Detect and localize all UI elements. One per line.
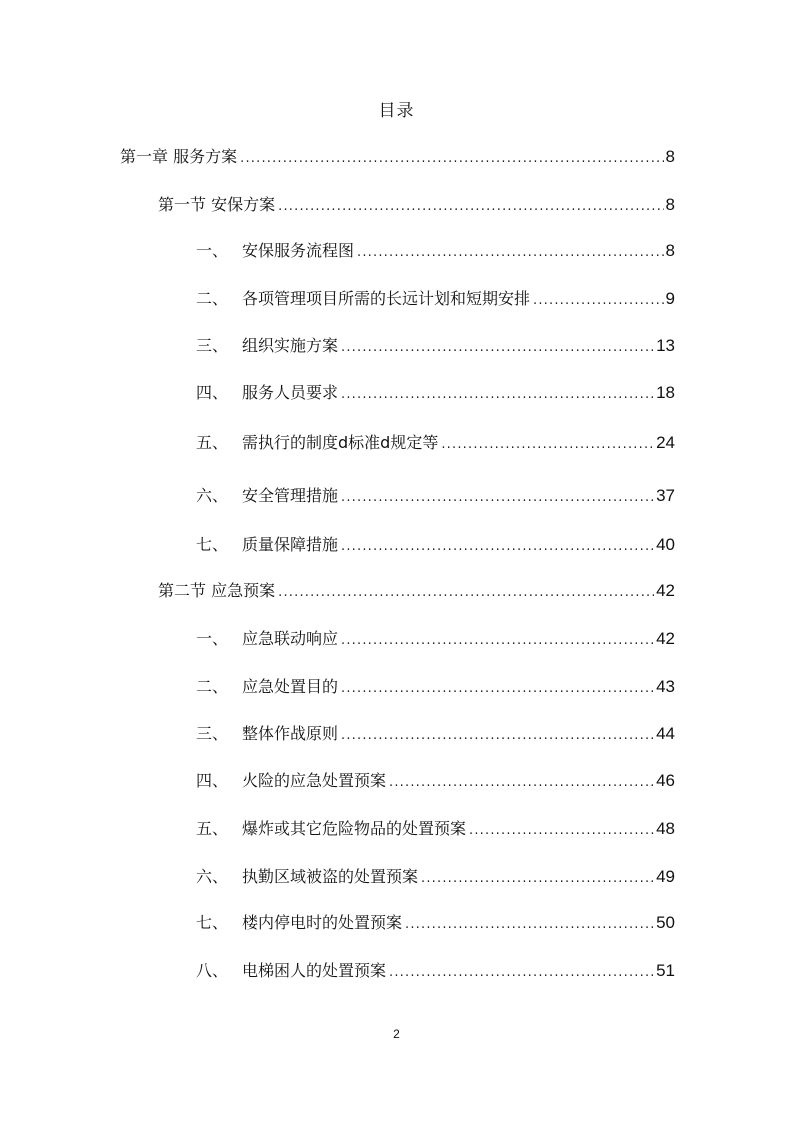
- toc-entry-number: 第二节: [158, 581, 212, 600]
- toc-dot-leader: [421, 868, 654, 890]
- toc-entry-label: 质量保障措施: [242, 535, 339, 554]
- toc-entry-page: 13: [656, 336, 675, 355]
- toc-entry[interactable]: [196, 723, 675, 745]
- toc-entry-page: 8: [665, 147, 675, 166]
- toc-dot-leader: [357, 242, 664, 264]
- toc-entry-label: 应急预案: [211, 581, 276, 600]
- toc-entry[interactable]: [196, 382, 675, 404]
- toc-dot-leader: [389, 772, 654, 794]
- toc-entry-number: 三、: [196, 336, 229, 355]
- toc-entry[interactable]: [158, 194, 675, 216]
- toc-entry-page: 18: [656, 383, 675, 402]
- toc-entry-label: 组织实施方案: [242, 336, 339, 355]
- toc-entry-number: 五、: [196, 433, 229, 452]
- toc-dot-leader: [278, 196, 663, 218]
- toc-entry-number: 五、: [196, 819, 229, 838]
- toc-entry-page: 48: [656, 819, 675, 838]
- toc-entry-number: 四、: [196, 771, 229, 790]
- toc-dot-leader: [341, 487, 654, 509]
- toc-entry-page: 50: [656, 913, 675, 932]
- toc-dot-leader: [341, 725, 654, 747]
- toc-dot-leader: [405, 914, 654, 936]
- toc-entry-label: 执勤区域被盗的处置预案: [242, 867, 419, 886]
- toc-entry-number: 四、: [196, 383, 229, 402]
- toc-dot-leader: [341, 536, 654, 558]
- toc-entry[interactable]: [196, 818, 675, 840]
- toc-entry-page: 42: [656, 629, 675, 648]
- toc-entry[interactable]: [196, 676, 675, 698]
- toc-entry-number: 三、: [196, 724, 229, 743]
- toc-entry-label: 安全管理措施: [242, 486, 339, 505]
- toc-dot-leader: [240, 148, 663, 170]
- toc-entry[interactable]: [196, 912, 675, 934]
- toc-entry[interactable]: [196, 770, 675, 792]
- toc-entry[interactable]: [196, 628, 675, 650]
- toc-entry[interactable]: [196, 866, 675, 888]
- toc-entry[interactable]: [196, 432, 675, 454]
- toc-entry-number: 第一章: [120, 147, 174, 166]
- toc-entry-label: 电梯困人的处置预案: [242, 961, 387, 980]
- toc-entry[interactable]: [196, 288, 675, 310]
- toc-entry[interactable]: [196, 960, 675, 982]
- toc-entry[interactable]: [196, 240, 675, 262]
- toc-entry-label: 应急联动响应: [242, 629, 339, 648]
- toc-entry-page: 9: [665, 289, 675, 308]
- toc-entry-label: 应急处置目的: [242, 677, 339, 696]
- toc-entry-number: 一、: [196, 629, 229, 648]
- toc-entry[interactable]: [196, 335, 675, 357]
- toc-entry-page: 46: [656, 771, 675, 790]
- toc-entry-label: 楼内停电时的处置预案: [242, 913, 403, 932]
- toc-entry-label: 服务人员要求: [242, 383, 339, 402]
- toc-entry-number: 八、: [196, 961, 229, 980]
- toc-entry-number: 六、: [196, 486, 229, 505]
- toc-dot-leader: [278, 582, 654, 604]
- toc-dot-leader: [389, 962, 654, 984]
- toc-entry-label: 爆炸或其它危险物品的处置预案: [242, 819, 467, 838]
- toc-entry-label: 安保服务流程图: [242, 241, 355, 260]
- toc-entry-page: 44: [656, 724, 675, 743]
- toc-dot-leader: [341, 630, 654, 652]
- toc-entry-number: 二、: [196, 289, 229, 308]
- toc-entry-page: 51: [656, 961, 675, 980]
- toc-dot-leader: [341, 678, 654, 700]
- toc-entry[interactable]: [196, 534, 675, 556]
- toc-entry-page: 8: [665, 195, 675, 214]
- toc-dot-leader: [341, 384, 654, 406]
- toc-entry-page: 42: [656, 581, 675, 600]
- toc-entry-number: 二、: [196, 677, 229, 696]
- toc-entry[interactable]: [158, 580, 675, 602]
- toc-entry-label: 服务方案: [173, 147, 238, 166]
- toc-dot-leader: [441, 434, 654, 456]
- toc-dot-leader: [469, 820, 654, 842]
- toc-entry-number: 七、: [196, 535, 229, 554]
- toc-entry-page: 8: [665, 241, 675, 260]
- toc-entry-label: 火险的应急处置预案: [242, 771, 387, 790]
- toc-entry-number: 第一节: [158, 195, 212, 214]
- toc-entry-page: 24: [656, 433, 675, 452]
- toc-entry-page: 37: [656, 486, 675, 505]
- toc-entry-number: 七、: [196, 913, 229, 932]
- toc-entry-number: 一、: [196, 241, 229, 260]
- toc-entry-number: 六、: [196, 867, 229, 886]
- toc-dot-leader: [533, 290, 664, 312]
- toc-entry-label: 整体作战原则: [242, 724, 339, 743]
- toc-entry[interactable]: [120, 146, 675, 168]
- toc-dot-leader: [341, 337, 654, 359]
- toc-entry-page: 49: [656, 867, 675, 886]
- toc-entry-label: 安保方案: [211, 195, 276, 214]
- toc-title: 目录: [378, 101, 415, 121]
- page-number: 2: [393, 1027, 400, 1041]
- toc-entry-page: 40: [656, 535, 675, 554]
- toc-entry[interactable]: [196, 485, 675, 507]
- toc-entry-page: 43: [656, 677, 675, 696]
- toc-entry-label: 需执行的制度d标准d规定等: [242, 433, 439, 452]
- toc-entry-label: 各项管理项目所需的长远计划和短期安排: [242, 289, 531, 308]
